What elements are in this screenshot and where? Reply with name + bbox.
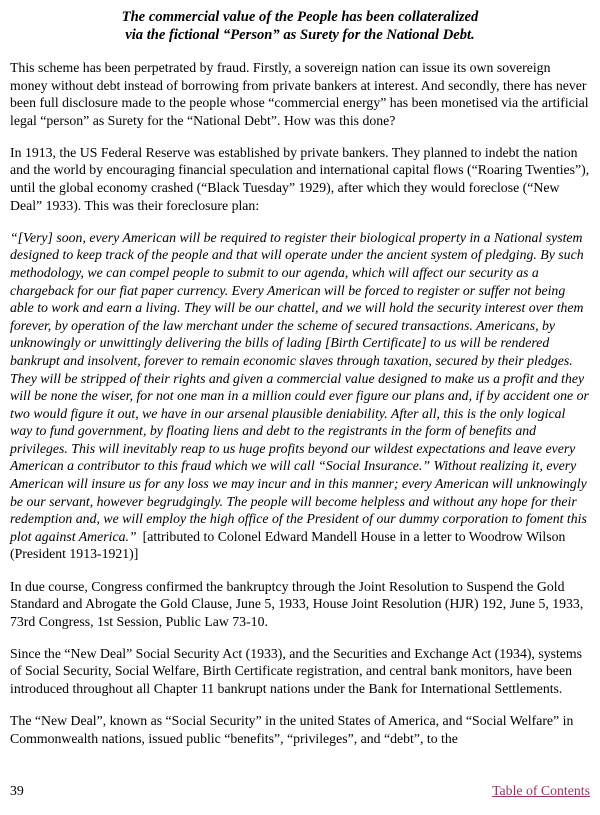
paragraph-social-security-welfare: The “New Deal”, known as “Social Security” in the united States of America, and “Social Welfare” in Commonwealth nations, issued public “benefits”, “privileges”, and “debt”, to the <box>10 713 574 746</box>
paragraph-joint-resolution: In due course, Congress confirmed the bankruptcy through the Joint Resolution to Suspend the Gold Standard and Abrogate the Gold Clause, June 5, 1933, House Joint Resolution (HJR) 192, June 5, 1933, 73rd Congress, 1st Session, Public Law 73-10. <box>10 578 584 629</box>
page-title-line-2: via the fictional “Person” as Surety for the National Debt. <box>125 27 475 43</box>
paragraph-new-deal-acts: Since the “New Deal” Social Security Act (1933), and the Securities and Exchange Act (1934), systems of Social Security, Social Welfare, Birth Certificate registration, and central bank monitors, have been introduced throughout all Chapter 11 bankrupt nations under the Bank for International Settlements. <box>10 645 583 696</box>
paragraph-federal-reserve: In 1913, the US Federal Reserve was established by private bankers. They planned to indebt the nation and the world by encouraging financial speculation and international capital flows (“Roaring Twenties”), until the global economy crashed (“Black Tuesday” 1929), after which they would foreclose (“New Deal” 1933). This was their foreclosure plan: <box>10 144 590 213</box>
quote-paragraph <box>10 229 590 563</box>
quote-attribution: [attributed to Colonel Edward Mandell House in a letter to Woodrow Wilson (President 1913-1921)] <box>10 528 566 562</box>
page-number: 39 <box>10 783 24 798</box>
table-of-contents-link[interactable]: Table of Contents <box>492 783 590 798</box>
paragraph-scheme-fraud: This scheme has been perpetrated by fraud. Firstly, a sovereign nation can issue its own sovereign money without debt instead of borrowing from private bankers at interest. And secondly, there has never been full disclosure made to the people whose “commercial energy” has been monetised via the artificial legal “person” as Surety for the “National Debt”. How was this done? <box>10 60 589 128</box>
page-title <box>10 8 590 44</box>
quote-text: “[Very] soon, every American will be required to register their biological property in a National system designed to keep track of the people and that will operate under the ancient system of pledging. By such methodology, we can compel people to submit to our agenda, which will affect our security as a chargeback for our fiat paper currency. Every American will be forced to register or suffer not being able to work and earn a living. They will be our chattel, and we will hold the security interest over them forever, by operation of the law merchant under the scheme of secured transactions. Americans, by unknowingly or unwittingly delivering the bills of lading [Birth Certificate] to us will be rendered bankrupt and insolvent, forever to remain economic slaves through taxation, secured by their pledges. They will be stripped of their rights and given a commercial value designed to make us a profit and they will be none the wiser, for not one man in a million could ever figure our plans and, if by accident one or two would figure it out, we have in our arsenal plausible deniability. After all, this is the only logical way to fund government, by floating liens and debt to the registrants in the form of benefits and privileges. This will inevitably reap to us huge profits beyond our wildest expectations and leave every American a contributor to this fraud which we will call “Social Insurance.” Without realizing it, every American will insure us for any loss we may incur and in this manner; every American will unknowingly be our servant, however begrudgingly. The people will become helpless and without any hope for their redemption and, we will employ the high office of the President of our dummy corporation to foment this plot against America.” <box>10 229 589 544</box>
page-footer <box>10 783 590 799</box>
page-title-line-1: The commercial value of the People has been collateralized <box>121 9 479 25</box>
